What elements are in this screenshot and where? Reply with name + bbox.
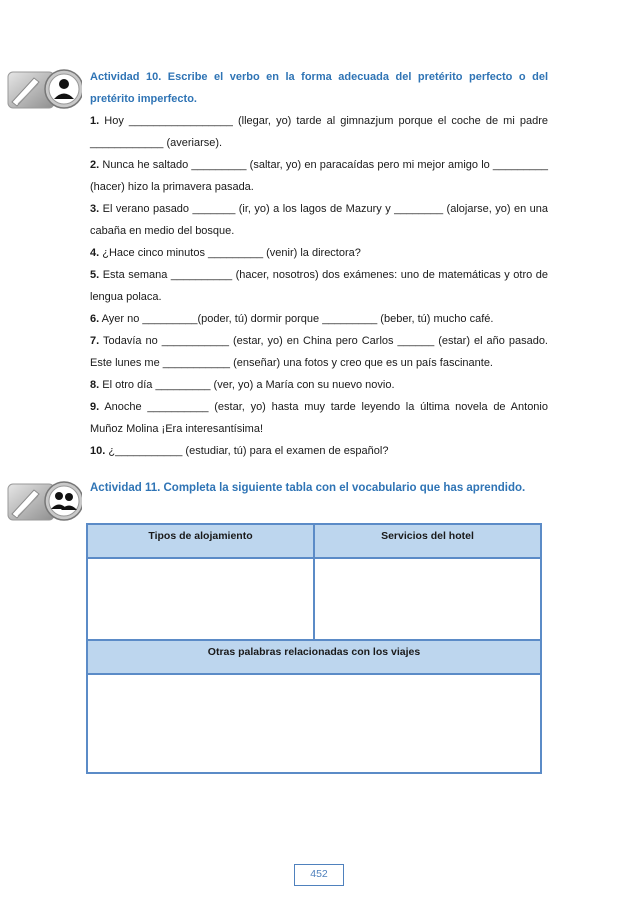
exercise-item: 5. Esta semana __________ (hacer, nosotros) dos exámenes: uno de matemáticas y otro de lengua polaca. <box>90 269 548 303</box>
activity11-title: Actividad 11. Completa la siguiente tabla con el vocabulario que has aprendido. <box>90 482 526 494</box>
exercise-list <box>90 110 548 462</box>
exercise-item: 10. ¿___________ (estudiar, tú) para el examen de español? <box>90 445 389 457</box>
exercise-item: 7. Todavía no ___________ (estar, yo) en China pero Carlos ______ (estar) el año pasado. Este lunes me ___________ (enseñar) una fotos y creo que es un país fascinante. <box>90 335 548 369</box>
exercise-item: 3. El verano pasado _______ (ir, yo) a los lagos de Mazury y ________ (alojarse, yo) en una cabaña en medio del bosque. <box>90 203 548 237</box>
table-header-hotel-services: Servicios del hotel <box>314 524 541 558</box>
exercise-item: 9. Anoche __________ (estar, yo) hasta muy tarde leyendo la última novela de Antonio Muñoz Molina ¡Era interesantísima! <box>90 401 548 435</box>
answer-cell-accommodation[interactable] <box>87 558 314 640</box>
page-number: 452 <box>294 864 344 886</box>
exercise-item: 1. Hoy _________________ (llegar, yo) tarde al gimnazjum porque el coche de mi padre ____________ (averiarse). <box>90 115 548 149</box>
exercise-item: 8. El otro día _________ (ver, yo) a María con su nuevo novio. <box>90 379 395 391</box>
table-header-accommodation: Tipos de alojamiento <box>87 524 314 558</box>
answer-cell-hotel-services[interactable] <box>314 558 541 640</box>
table-header-other-words: Otras palabras relacionadas con los viajes <box>87 640 541 674</box>
exercise-item: 2. Nunca he saltado _________ (saltar, yo) en paracaídas pero mi mejor amigo lo _________ (hacer) hizo la primavera pasada. <box>90 159 548 193</box>
pair-work-icon <box>6 476 82 526</box>
exercise-item: 6. Ayer no _________(poder, tú) dormir porque _________ (beber, tú) mucho café. <box>90 313 494 325</box>
answer-cell-other-words[interactable] <box>87 674 541 773</box>
individual-work-icon <box>6 64 82 114</box>
activity10-title: Actividad 10. Escribe el verbo en la forma adecuada del pretérito perfecto o del pretérito imperfecto. <box>90 71 548 105</box>
exercise-item: 4. ¿Hace cinco minutos _________ (venir) la directora? <box>90 247 361 259</box>
vocabulary-table <box>86 523 542 774</box>
